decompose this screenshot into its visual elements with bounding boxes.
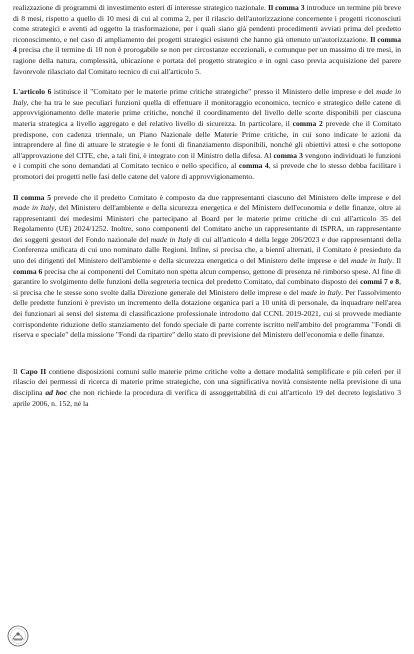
- text-run: comma 3: [273, 150, 303, 160]
- text-run: made in Italy: [351, 256, 393, 266]
- document-page: [13, 3, 401, 409]
- text-run: L'articolo 6: [13, 87, 52, 97]
- text-run: che non richiede la procedura di verifica di assoggettabilità di cui all'articolo 19 del decreto legislativo 3 aprile 2006, n. 152, né la: [13, 388, 401, 408]
- text-run: Il comma 4: [13, 34, 401, 55]
- text-run: commi 7 e 8: [360, 277, 400, 287]
- text-run: , si precisa che le stesse sono svolte dalla Direzione generale del Ministero delle imprese e del: [13, 277, 401, 297]
- text-run: prevede che il predetto Comitato è composto da due rappresentanti ciascuno del Ministero delle imprese e del: [51, 192, 401, 202]
- text-run: Il comma 5: [13, 192, 52, 202]
- text-run: Capo II: [20, 366, 47, 376]
- text-run: di cui all'articolo 4 della legge 206/2023 e due rappresentanti della Conferenza unificata di cui uno nominato dalle Regioni. Infine, si precisa che, a biennî alternati, il Comitato è presieduto da uno dei dirigenti del Ministero dell'ambiente e della sicurezza energetica o del Ministero delle imprese e del: [13, 234, 401, 266]
- text-run: contiene disposizioni comuni sulle materie prime critiche volte a dettare modalità semplificate e più celeri per il rilascio dei permessi di ricerca di materie prime strategiche, con una significativa novità consistente nella previsione di una disciplina: [13, 366, 401, 397]
- text-run: introduce un termine più breve di 8 mesi, rispetto a quello di 10 mesi di cui al comma 2, per il rilascio dell'autorizzazione concernente i progetti riconosciuti come strategici e aventi ad oggetto la trasformazione, per i quali siano già pendenti procedimenti avviati prima del predetto riconoscimento, e nel caso di ampliamento dei progetti strategici esistenti che hanno già ottenuto un'autorizzazione.: [13, 3, 401, 44]
- text-run: . Il: [392, 256, 401, 266]
- text-run: comma 4: [238, 161, 269, 171]
- text-run: made in Italy: [300, 287, 342, 297]
- text-run: ad hoc: [45, 388, 68, 397]
- text-run: . Per l'assolvimento delle predette funzioni è previsto un incremento della dotazione organica pari a 10 unità di personale, da inquadrare nell'area dei funzionari ai sensi del sistema di classificazione professionale introdotto dal CCNL 2019-2021, cui si provvede mediante corrispondente riduzione dello stanziamento del fondo speciale di parte corrente iscritto nell'ambito del programma "Fondi di riserva e speciale" della missione "Fondi da ripartire" dello stato di previsione del Ministero dell'economia e delle finanze.: [13, 287, 401, 340]
- text-run: made in Italy: [150, 234, 192, 244]
- text-run: precisa che ai componenti del Comitato non spetta alcun compenso, gettone di presenza né rimborso spese. Al fine di garantire lo svolgimento delle funzioni della segreteria tecnica del predetto Comitato, dal combinato disposto dei: [13, 266, 402, 287]
- text-run: , si prevede che lo stesso debba facilitare i promotori dei progetti nelle fasi delle catene del valore di approvvigionamento.: [13, 161, 401, 181]
- paragraph-comma-5: [13, 193, 401, 341]
- text-run: made in Italy: [13, 203, 55, 213]
- text-run: comma 6: [13, 266, 43, 276]
- text-run: vengono individuati le funzioni e i compiti che sono demandati al Comitato tecnico e nello specifico, al: [13, 150, 402, 171]
- text-run: , del Ministero dell'ambiente e della sicurezza energetica e del Ministero dell'economia e delle finanze, oltre ai rappresentanti dei medesimi Ministeri che partecipano al Board per le materie prime critiche di cui all'articolo 35 del Regolamento (UE) 2024/1252. Inoltre, sono componenti del Comitato anche un rappresentante di ISPRA, un rappresentante dei soggetti gestori del Fondo nazionale del: [13, 203, 401, 244]
- text-run: comma 2: [292, 118, 323, 128]
- text-run: Il: [13, 366, 21, 376]
- text-run: Il comma 3: [267, 3, 305, 12]
- text-run: precisa che il termine di 10 non è prorogabile se non per circostanze eccezionali, e comunque per un massimo di tre mesi, in ragione della natura, complessità, ubicazione e portata del progetto strategico e in ogni caso previa acquisizione del parere favorevole rilasciato dal Comitato tecnico di cui all'articolo 5.: [13, 45, 401, 76]
- paragraph-articolo-5-commi: [13, 3, 401, 77]
- text-run: che ha tra le sue peculiari funzioni quella di effettuare il monitoraggio economico, tecnico e strategico delle catene di approvvigionamento delle materie prime critiche, nonché il coordinamento del livello delle scorte disponibili per ciascuna materia strategica a livello aggregato e del relativo livello di sicurezza. In particolare, il: [13, 97, 401, 128]
- text-run: prevede che il Comitato predispone, con cadenza triennale, un Piano Nazionale delle Materie Prime critiche, in cui sono indicate le azioni da intraprendere al fine di attuare le strategie e le fonti di finanziamento disponibili, nonché gli obiettivi attesi e che sottopone all'approvazione del CITE, che, a tali fini, è integrato con il Ministro della difesa. Al: [13, 118, 402, 160]
- paragraph-articolo-6: [13, 87, 401, 182]
- text-run: realizzazione di programmi di investimento esteri di interesse strategico nazionale.: [13, 3, 268, 12]
- text-run: istituisce il "Comitato per le materie prime critiche strategiche" presso il Ministero delle imprese e del: [51, 87, 377, 97]
- text-run: made in Italy,: [13, 87, 401, 107]
- paragraph-capo-ii: [13, 367, 401, 409]
- parliament-seal-icon: [7, 625, 29, 647]
